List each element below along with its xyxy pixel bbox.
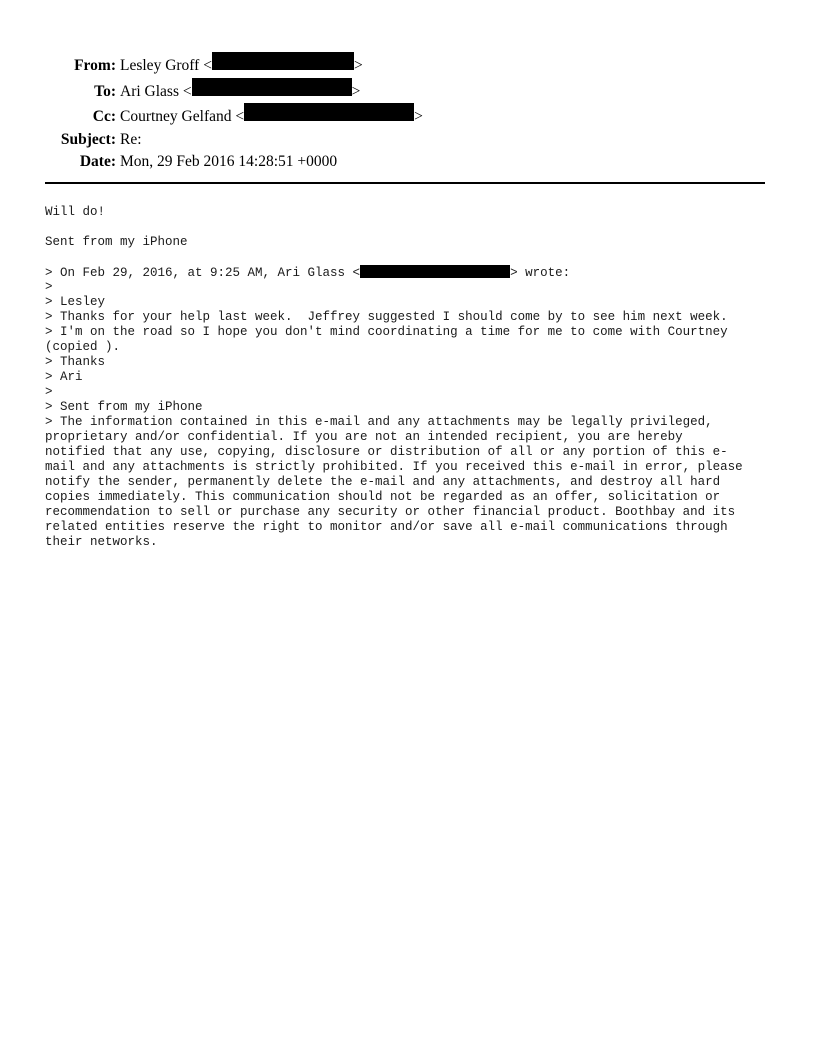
- to-row: To: Ari Glass < >: [0, 78, 423, 104]
- quoted-line: > I'm on the road so I hope you don't mind coordinating a time for me to come with Courtney: [45, 325, 728, 339]
- date-row: [0, 151, 423, 174]
- to-name: Ari Glass: [120, 82, 179, 100]
- signature-text: Sent from my iPhone: [45, 235, 188, 249]
- subject-label: Subject:: [60, 130, 116, 148]
- disclaimer-line: notify the sender, permanently delete the e-mail and any attachments, and destroy all hard: [45, 475, 721, 489]
- disclaimer-line: related entities reserve the right to monitor and/or save all e-mail communications through: [45, 520, 728, 534]
- quoted-line: > Lesley: [45, 295, 106, 309]
- disclaimer-line: copies immediately. This communication should not be regarded as an offer, solicitation or: [45, 490, 721, 504]
- quoted-line: (copied ).: [45, 340, 121, 354]
- disclaimer-line: their networks.: [45, 535, 158, 549]
- quoted-line: > Thanks: [45, 355, 106, 369]
- quoted-line: >: [45, 280, 53, 294]
- from-row: From: Lesley Groff < >: [0, 52, 423, 78]
- disclaimer-line: mail and any attachments is strictly prohibited. If you received this e-mail in error, please: [45, 460, 743, 474]
- email-header: [0, 52, 423, 174]
- email-body: [45, 205, 785, 550]
- to-label: To:: [94, 82, 116, 100]
- cc-label: Cc:: [92, 108, 116, 125]
- redaction-box: [360, 265, 510, 278]
- quoted-line: > Sent from my iPhone: [45, 400, 203, 414]
- disclaimer-line: notified that any use, copying, disclosure or distribution of all or any portion of this e-: [45, 445, 728, 459]
- quote-intro-before: > On Feb 29, 2016, at 9:25 AM, Ari Glass <: [45, 266, 361, 280]
- quoted-line: > Ari: [45, 370, 83, 384]
- date-value: Mon, 29 Feb 2016 14:28:51 +0000: [120, 153, 338, 170]
- from-name: Lesley Groff: [120, 57, 200, 74]
- date-label: Date:: [79, 153, 116, 170]
- quoted-line: > Thanks for your help last week. Jeffrey suggested I should come by to see him next week.: [45, 310, 728, 324]
- quote-intro: [45, 265, 785, 280]
- quoted-line: >: [45, 385, 53, 399]
- redaction-box: [244, 103, 414, 121]
- redaction-box: [192, 78, 352, 96]
- disclaimer-line: > The information contained in this e-mail and any attachments may be legally privileged,: [45, 415, 713, 429]
- reply-text: Will do!: [45, 205, 106, 219]
- disclaimer-line: recommendation to sell or purchase any security or other financial product. Boothbay and its: [45, 505, 736, 519]
- quote-intro-after: > wrote:: [510, 266, 571, 280]
- disclaimer-line: proprietary and/or confidential. If you are not an intended recipient, you are hereby: [45, 430, 683, 444]
- subject-row: [0, 129, 423, 152]
- cc-row: Cc: Courtney Gelfand < >: [0, 103, 423, 129]
- subject-value: Re:: [120, 130, 142, 148]
- header-divider: [45, 182, 765, 184]
- redaction-box: [212, 52, 354, 70]
- from-label: From:: [74, 57, 116, 74]
- cc-name: Courtney Gelfand: [120, 108, 232, 125]
